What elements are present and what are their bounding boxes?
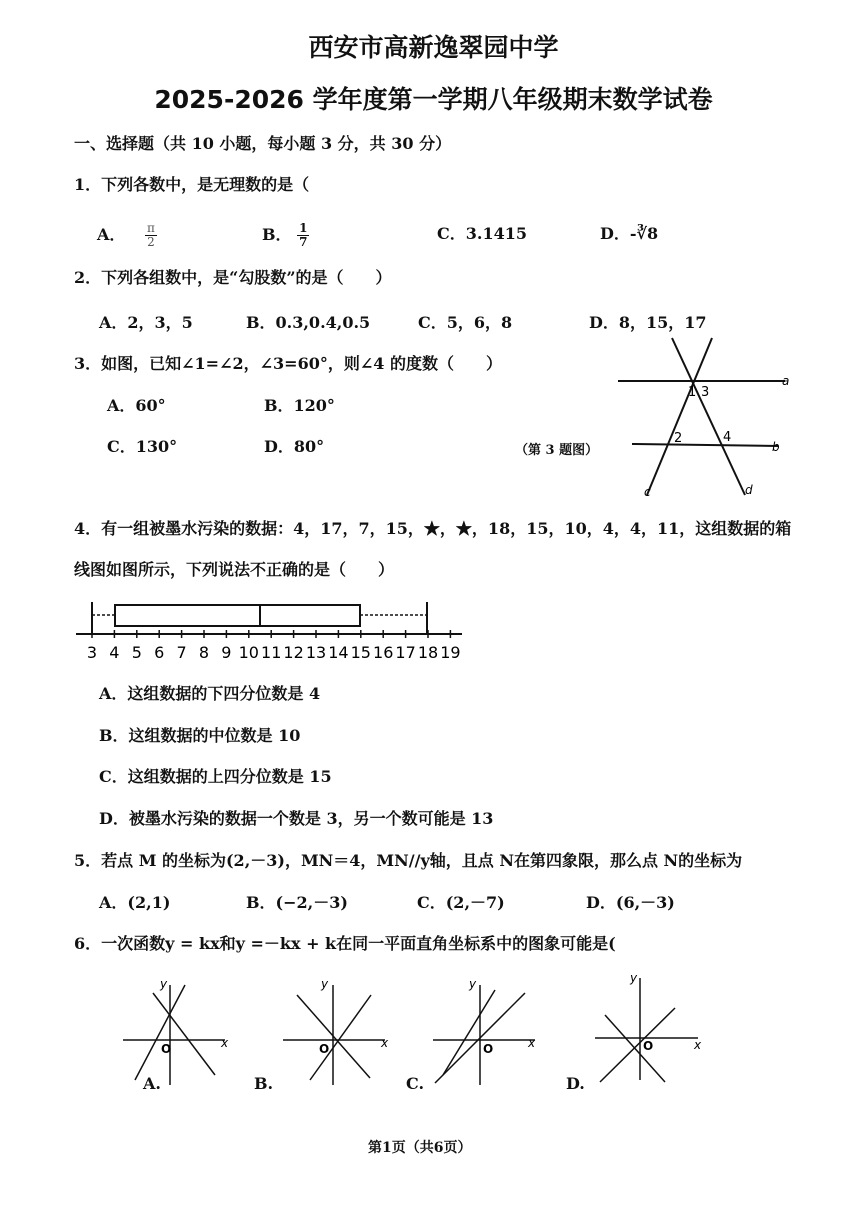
q2-option-c[interactable]: C．5，6，8 bbox=[418, 313, 513, 332]
page-footer: 第1页（共6页） bbox=[368, 1140, 472, 1156]
q6-graph-d bbox=[590, 970, 710, 1085]
q1-d-label: D． bbox=[600, 224, 630, 243]
label-a: a bbox=[782, 374, 790, 388]
q1-a-denominator: 2 bbox=[147, 235, 155, 249]
q6-option-d[interactable]: D. bbox=[566, 1074, 585, 1093]
exam-title: 2025-2026 学年度第一学期八年级期末数学试卷 bbox=[154, 85, 713, 114]
q6-graph-c bbox=[425, 975, 545, 1090]
line-2 bbox=[153, 993, 215, 1075]
q1-d-expression: -∛8 bbox=[629, 224, 659, 243]
origin-label: O bbox=[483, 1042, 494, 1056]
q3-option-c[interactable]: C．130° bbox=[107, 437, 178, 456]
q3-stem: 3．如图，已知∠1=∠2，∠3=60°，则∠4 的度数（ ） bbox=[74, 354, 502, 373]
q3-parallel-lines-figure bbox=[600, 330, 800, 505]
school-name: 西安市高新逸翠园中学 bbox=[308, 33, 559, 62]
q6-graph-b bbox=[275, 975, 395, 1090]
label-1: 1 bbox=[688, 385, 697, 400]
axis-tick-label: 3 bbox=[86, 643, 98, 662]
origin-label: O bbox=[643, 1039, 654, 1053]
q2-option-b[interactable]: B．0.3,0.4,0.5 bbox=[246, 313, 371, 332]
line-2 bbox=[605, 1015, 665, 1082]
axis-tick-label: 10 bbox=[238, 643, 259, 662]
q1-b-denominator: 7 bbox=[299, 235, 308, 249]
q5-option-a[interactable]: A．(2,1) bbox=[99, 893, 171, 912]
axis-tick-label: 18 bbox=[417, 643, 439, 662]
q1-b-label: B． bbox=[262, 225, 292, 244]
q1-option-c[interactable]: C．3.1415 bbox=[437, 224, 527, 243]
q3-figure-caption: （第 3 题图） bbox=[515, 443, 599, 458]
section-title: 一、选择题（共 10 小题，每小题 3 分，共 30 分） bbox=[74, 134, 452, 153]
axis-tick-label: 11 bbox=[261, 643, 282, 662]
line-d bbox=[672, 338, 745, 495]
q1-b-fraction bbox=[297, 222, 309, 249]
q1-stem: 1．下列各数中，是无理数的是（ bbox=[74, 175, 310, 194]
q4-option-b[interactable]: B．这组数据的中位数是 10 bbox=[99, 726, 301, 745]
q1-option-a[interactable] bbox=[97, 222, 157, 249]
label-d: d bbox=[745, 483, 753, 497]
line-c bbox=[647, 338, 712, 495]
axis-tick-label: 13 bbox=[305, 643, 327, 662]
q3-option-a[interactable]: A．60° bbox=[107, 396, 166, 415]
axis-tick-label: 5 bbox=[131, 643, 142, 662]
origin-label: O bbox=[161, 1042, 172, 1056]
axis-tick-label: 19 bbox=[440, 643, 461, 662]
origin-label: O bbox=[319, 1042, 330, 1056]
q1-b-numerator: 1 bbox=[299, 221, 308, 235]
q1-a-numerator: π bbox=[147, 221, 155, 235]
axis-tick-label: 4 bbox=[109, 643, 120, 662]
line-1 bbox=[600, 1008, 675, 1082]
q2-stem: 2．下列各组数中，是“勾股数”的是（ ） bbox=[74, 268, 392, 287]
axis-tick-label: 17 bbox=[395, 643, 416, 662]
x-label: x bbox=[694, 1038, 702, 1052]
q6-option-b[interactable]: B. bbox=[254, 1074, 274, 1093]
q4-stem-line1: 4．有一组被墨水污染的数据：4，17，7，15，★，★，18，15，10，4，4，11，这组数据的箱 bbox=[74, 519, 792, 538]
q1-a-label: A． bbox=[97, 225, 126, 244]
axis-tick-label: 8 bbox=[198, 643, 210, 662]
axis-tick-label: 14 bbox=[328, 643, 349, 662]
label-c: c bbox=[644, 485, 651, 499]
q5-option-b[interactable]: B．(−2,－3) bbox=[246, 893, 348, 912]
y-label: y bbox=[630, 971, 638, 985]
q1-option-d[interactable] bbox=[600, 224, 658, 244]
y-label: y bbox=[469, 977, 477, 991]
axis-tick-label: 6 bbox=[154, 643, 165, 662]
q4-option-a[interactable]: A．这组数据的下四分位数是 4 bbox=[99, 684, 321, 703]
q4-stem-line2: 线图如图所示，下列说法不正确的是（ ） bbox=[74, 560, 395, 579]
q3-option-b[interactable]: B．120° bbox=[264, 396, 335, 415]
x-label: x bbox=[528, 1036, 536, 1050]
q6-graph-a bbox=[115, 975, 235, 1090]
line-1 bbox=[135, 985, 185, 1080]
q6-option-c[interactable]: C. bbox=[406, 1074, 425, 1093]
q6-stem: 6．一次函数y = kx和y =－kx + k在同一平面直角坐标系中的图象可能是( bbox=[74, 934, 616, 953]
q4-option-d[interactable]: D．被墨水污染的数据一个数是 3，另一个数可能是 13 bbox=[99, 809, 494, 828]
line-b bbox=[632, 444, 778, 446]
x-label: x bbox=[221, 1036, 229, 1050]
label-4: 4 bbox=[723, 430, 732, 445]
label-3: 3 bbox=[701, 385, 710, 400]
q5-option-d[interactable]: D．(6,－3) bbox=[586, 893, 675, 912]
q2-option-a[interactable]: A．2，3，5 bbox=[99, 313, 193, 332]
axis-tick-label: 16 bbox=[373, 643, 394, 662]
label-b: b bbox=[772, 440, 780, 454]
q5-stem: 5．若点 M 的坐标为(2,－3)，MN＝4，MN//y轴，且点 N在第四象限，那么点 N的坐标为 bbox=[74, 851, 743, 870]
axis-tick-label: 12 bbox=[283, 643, 304, 662]
q5-option-c[interactable]: C．(2,－7) bbox=[417, 893, 505, 912]
x-label: x bbox=[381, 1036, 389, 1050]
label-2: 2 bbox=[674, 431, 683, 446]
q2-option-d[interactable]: D．8，15，17 bbox=[589, 313, 707, 332]
box bbox=[115, 605, 360, 626]
line-1 bbox=[443, 990, 495, 1075]
q4-option-c[interactable]: C．这组数据的上四分位数是 15 bbox=[99, 767, 332, 786]
y-label: y bbox=[160, 977, 168, 991]
axis-tick-label: 7 bbox=[176, 643, 187, 662]
line-2 bbox=[310, 995, 371, 1080]
q4-box-plot bbox=[74, 596, 469, 666]
q1-option-b[interactable] bbox=[262, 222, 309, 249]
q3-option-d[interactable]: D．80° bbox=[264, 437, 325, 456]
y-label: y bbox=[321, 977, 329, 991]
axis-tick-label: 9 bbox=[221, 643, 232, 662]
axis-tick-label: 15 bbox=[350, 643, 371, 662]
q6-option-a[interactable]: A. bbox=[143, 1074, 161, 1093]
q1-a-fraction bbox=[145, 222, 157, 249]
